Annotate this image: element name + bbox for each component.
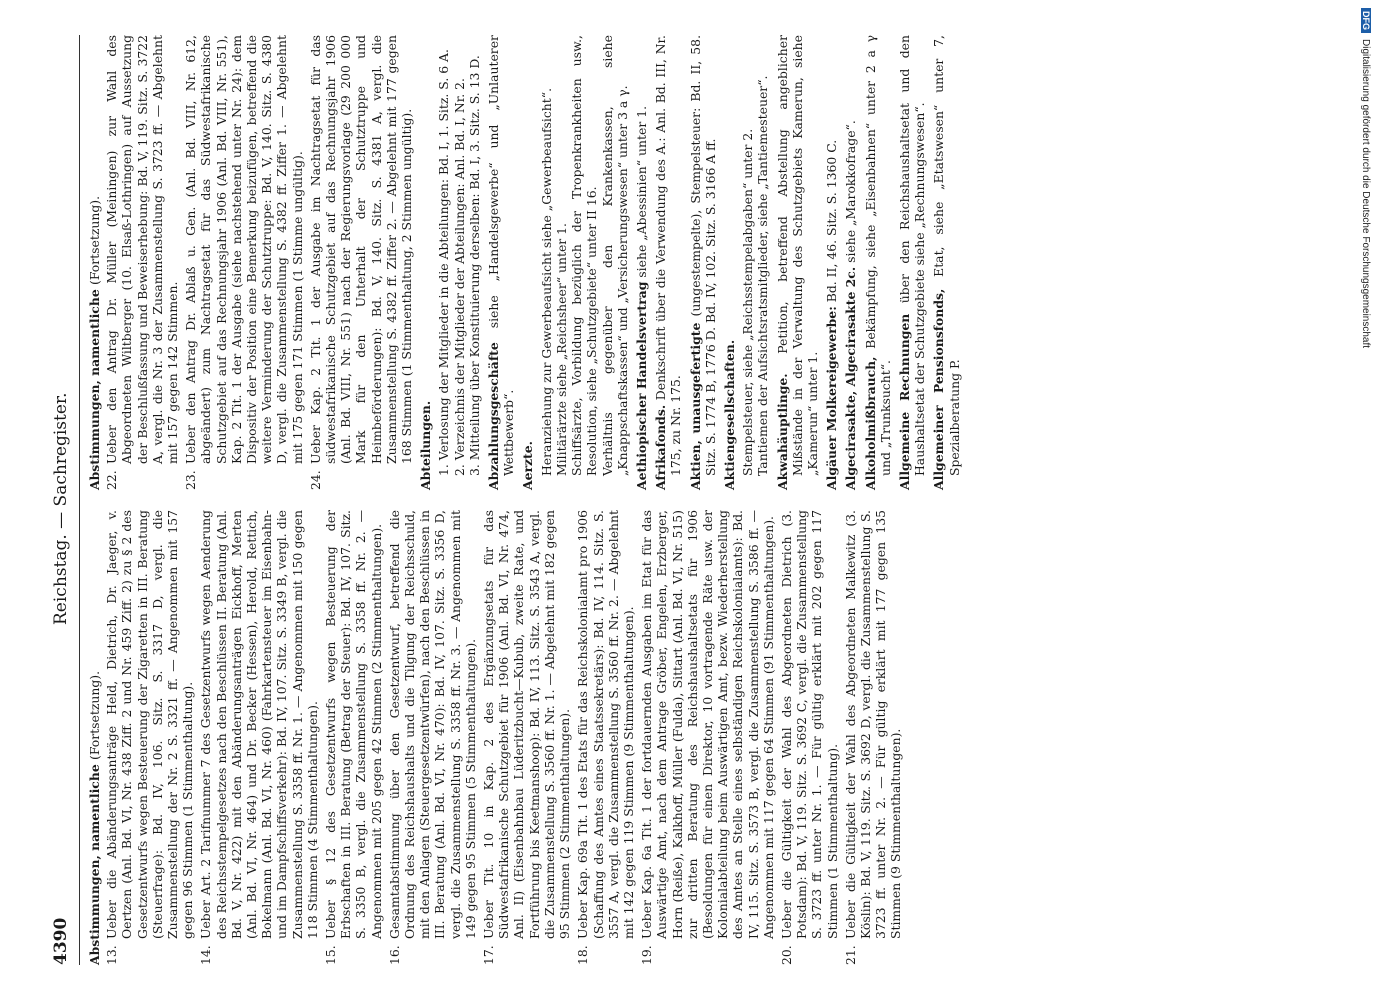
abteilungen-item: 3. Mitteilung über Konstituierung derselben: Bd. I, 3. Sitz. S. 13 D. <box>466 55 482 476</box>
abteilungen-title: Abteilungen. <box>418 400 434 490</box>
page-number: 4390 <box>51 917 71 965</box>
keyword-text: siehe „Abessinien“ unter 1. <box>633 105 649 278</box>
index-keyword <box>775 35 821 490</box>
vote-entry <box>104 35 180 490</box>
abteilungen-heading <box>418 35 433 490</box>
keyword-term: Abzahlungsgeschäfte <box>486 342 502 490</box>
entry-number: 21. <box>842 945 858 965</box>
index-keyword <box>931 35 961 490</box>
rotated-page <box>45 35 1325 965</box>
index-keyword <box>554 35 569 490</box>
keyword-text: Bekämpfung, siehe „Eisenbahnen“ unter 2 a γ und „Trunksucht“. <box>862 35 893 476</box>
entry-text: Ueber Kap. 6a Tit. 1 der fortdauernden Ausgaben im Etat für das Auswärtige Amt, nach dem Antrage Gröber, Engelen, Erzberger, Horn (Reiße), Kalkhoff, Müller (Fulda), Sittart (Anl. Bd. VI, Nr. 515) zur dritten Beratung des Reichshaushaltsetats für 1906 (Besoldungen für einen Direktor, 10 vortragende Räte usw. der Kolonialabteilung beim Auswärtigen Amt, bezw. Wiederherstellung des Amtes an Stelle eines selbständigen Reichskolonialamts): Bd. IV, 115. Sitz. S. 3573 B, vergl. die Zusammenstellung S. 3586 ff. — Angenommen mit 117 gegen 64 Stimmen (91 Stimmenthaltungen). <box>639 510 776 939</box>
entry-number: 20. <box>778 945 794 965</box>
entry-number: 23. <box>183 470 199 490</box>
keyword-term: Algecirasakte, Algecirasakte 2c. <box>843 266 859 490</box>
dfg-badge: DFG <box>1361 8 1371 33</box>
section-heading: Abstimmungen, namentliche (Fortsetzung). <box>87 195 102 490</box>
index-keyword <box>569 35 599 490</box>
entry-text: Ueber Tit. 10 in Kap. 2 des Ergänzungsetats für das Südwestafrikanische Schutzgebiet für 1906 (Anl. Bd. VI, Nr. 474, Anl. II) (Eisenbahnbau Lüderitzbucht—Kubub, zweite Rate, und Fortführung bis Keetmanshoop): Bd. IV, 113. Sitz. S. 3543 A, vergl. die Zusammenstellung S. 3560 ff. Nr. 1. — Abgelehnt mit 182 gegen 95 Stimmen (2 Stimmenthaltungen). <box>481 510 573 939</box>
keyword-text: Militärärzte siehe „Reichsheer“ unter 1. <box>553 223 569 476</box>
entry-text: Ueber Art. 2 Tarifnummer 7 des Gesetzentwurfs wegen Aenderung des Reichsstempelgesetzes nach den Beschlüssen II. Beratung (Anl. Bd. V, Nr. 422) mit den Abänderungsanträgen Eickhoff, Merten (Anl. Bd. VI, Nr. 464) und Dr. Becker (Hessen), Herold, Rettich, Bokelmann (Anl. Bd. VI, Nr. 460) (Fahrkartensteuer im Eisenbahn- und im Dampfschiffsverkehr): Bd. IV, 107. Sitz. S. 3349 B, vergl. die Zusammenstellung S. 3358 ff. Nr. 1. — Angenommen mit 150 gegen 118 Stimmen (4 Stimmenthaltungen). <box>198 510 320 939</box>
keyword-term: Allgemeiner Pensionsfonds, <box>931 288 947 490</box>
vote-entry <box>104 510 195 965</box>
entry-number: 15. <box>323 945 339 965</box>
entry-text: Ueber die Gültigkeit der Wahl des Abgeordneten Dietrich (3. Potsdam): Bd. V, 119. Sitz. S. 3692 C, vergl. die Zusammenstellung S. 3723 ff. unter Nr. 1. — Für gültig erklärt mit 202 gegen 117 Stimmen (1 Stimmenthaltung). <box>778 510 840 939</box>
vote-entry <box>779 510 840 965</box>
entry-text: Gesamtabstimmung über den Gesetzentwurf, betreffend die Ordnung des Reichshaushalts und die Tilgung der Reichsschuld, mit den Anlagen (Steuergesetzentwürfen), nach den Beschlüssen in III. Beratung (Anl. Bd. VI, Nr. 470): Bd. IV, 107. Sitz. S. 3356 D, vergl. die Zusammenstellung S. 3358 ff. Nr. 3. — Angenommen mit 149 gegen 95 Stimmen (5 Stimmenthaltungen). <box>386 510 478 939</box>
entry-text: Ueber § 12 des Gesetzentwurfs wegen Besteuerung der Erbschaften in III. Beratung (Betrag der Steuer): Bd. IV, 107. Sitz. S. 3350 B, vergl. die Zusammenstellung S. 3358 ff. Nr. 2. — Angenommen mit 205 gegen 42 Stimmen (2 Stimmenthaltungen). <box>323 510 384 939</box>
column-left <box>87 510 907 965</box>
abteilungen-item: 1. Verlosung der Mitglieder in die Abteilungen: Bd. I, 1. Sitz. S. 6 A. <box>436 49 452 476</box>
entry-number: 22. <box>104 470 120 490</box>
page-header <box>45 35 81 965</box>
entry-number: 16. <box>386 945 402 965</box>
entry-text: Ueber die Abänderungsanträge Held, Dietrich, Dr. Jaeger, v. Oertzen (Anl. Bd. VI, Nr. 438 Ziff. 2 und Nr. 459 Ziff. 2) zu § 2 des Gesetzentwurfs wegen Besteuerung der Zigaretten in III. Beratung (Steuerfrage): Bd. IV, 106. Sitz. S. 3317 D, vergl. die Zusammenstellung der Nr. 2 S. 3321 ff. — Angenommen mit 157 gegen 96 Stimmen (1 Stimmenthaltung). <box>104 510 196 939</box>
index-keyword <box>653 35 683 490</box>
entry-number: 13. <box>104 945 120 965</box>
vote-entry <box>308 35 414 490</box>
keyword-text: Tantiemen der Aufsichtsratsmitglieder, siehe „Tantiemesteuer“. <box>755 75 771 476</box>
keyword-text: Bd. II, 46. Sitz. S. 1360 C. <box>824 139 840 303</box>
entry-text: Ueber die Gültigkeit der Wahl des Abgeordneten Malkewitz (3. Köslin): Bd. V, 119. Sitz. S. 3692 D, vergl. die Zusammenstellung S. 3723 ff. unter Nr. 2. — Für gültig erklärt mit 177 gegen 135 Stimmen (9 Stimmenthaltungen). <box>842 510 904 939</box>
vote-entry <box>387 510 478 965</box>
vote-entry <box>575 510 636 965</box>
keyword-term: Aerzte. <box>520 441 536 490</box>
vote-entry <box>183 35 305 490</box>
index-keyword <box>722 35 737 490</box>
sidebar-text: Digitalisierung gefördert durch die Deutsche Forschungsgemeinschaft <box>1360 39 1371 349</box>
vote-entry <box>198 510 320 965</box>
index-keyword <box>824 35 839 490</box>
entry-number: 19. <box>639 945 655 965</box>
keyword-text: über den Reichshaushaltsetat und den Haushaltsetat der Schutzgebiete siehe „Rechnungswesen“. <box>896 35 928 476</box>
keyword-text: Schiffsärzte, Vorbildung bezüglich der Tropenkrankheiten usw., Resolution, siehe „Schutzgebiete“ unter II 16. <box>569 35 600 476</box>
entry-text: Ueber Kap. 69a Tit. 1 des Etats für das Reichskolonialamt pro 1906 (Schaffung des Amtes eines Staatssekretärs): Bd. IV, 114. Sitz. S. 3557 A, vergl. die Zusammenstellung S. 3560 ff. Nr. 2. — Abgelehnt mit 142 gegen 119 Stimmen (9 Stimmenthaltungen). <box>575 510 636 939</box>
dfg-sidebar <box>1359 8 1371 858</box>
keyword-text: Petition, betreffend Abstellung angeblicher Mißstände in der Verwaltung des Schutzgebiets Kamerun, siehe „Kamerun“ unter 1. <box>774 35 820 476</box>
index-keyword <box>863 35 893 490</box>
section-heading: Abstimmungen, namentliche (Fortsetzung). <box>87 670 102 965</box>
entry-number: 24. <box>307 470 323 490</box>
entry-number: 14. <box>198 945 214 965</box>
index-keyword <box>600 35 630 490</box>
keyword-term: Aethiopischer Handelsvertrag <box>633 281 649 490</box>
keyword-term: Aktiengesellschaften. <box>721 339 737 490</box>
keyword-text: Denkschrift über die Verwendung des A.: Anl. Bd. III, Nr. 175, zu Nr. 175. <box>653 35 684 476</box>
index-keyword <box>897 35 927 490</box>
index-keyword <box>843 35 858 490</box>
header-rule <box>79 35 80 965</box>
keyword-term: Alkoholmißbrauch, <box>862 356 878 490</box>
index-keyword <box>486 35 516 490</box>
vote-entry <box>639 510 776 965</box>
keyword-term: Afrikafonds. <box>653 404 669 490</box>
vote-entry <box>323 510 384 965</box>
vote-entry <box>481 510 572 965</box>
index-keyword <box>740 35 755 490</box>
column-right <box>87 35 965 490</box>
keyword-text: Verhältnis gegenüber den Krankenkassen, siehe „Knappschaftskassen“ und „Versicherungswesen“ unter 3 a γ. <box>599 35 630 476</box>
entry-text: Ueber den Antrag Dr. Ablaß u. Gen. (Anl. Bd. VIII, Nr. 612, abgeändert) zum Nachtragsetat für das Südwestafrikanische Schutzgebiet auf das Rechnungsjahr 1906 (Anl. Bd. VIII, Nr. 551), Kap. 2 Tit. 1 der Ausgabe (siehe nachstehend unter Nr. 24): dem Dispositiv der Position eine Bemerkung beizufügen, betreffend die weitere Verminderung der Schutztruppe: Bd. V, 140. Sitz. S. 4380 D, vergl. die Zusammenstellung S. 4382 ff. Ziffer 1. — Abgelehnt mit 175 gegen 171 Stimmen (1 Stimme ungültig). <box>183 35 305 464</box>
keyword-text: siehe „Handelsgewerbe“ und „Unlauterer Wettbewerb“. <box>486 35 517 476</box>
vote-entry <box>843 510 904 965</box>
running-title: Reichstag. — Sachregister. <box>51 392 71 625</box>
keyword-text: Stempelsteuer, siehe „Reichsstempelabgaben“ unter 2. <box>740 128 756 476</box>
entry-number: 17. <box>481 945 497 965</box>
abteilungen-item: 2. Verzeichnis der Mitglieder der Abteilungen: Anl. Bd. I, Nr. 2. <box>451 78 467 476</box>
keyword-term: Allgemeine Rechnungen <box>896 313 912 490</box>
entry-text: Ueber den Antrag Dr. Müller (Meiningen) zur Wahl des Abgeordneten Wiltberger (10. Elsaß-Lothringen) auf Aussetzung der Beschlußfassung und Beweiserhebung: Bd. V, 119. Sitz. S. 3722 A, vergl. die Nr. 3 der Zusammenstellung S. 3723 ff. — Abgelehnt mit 157 gegen 142 Stimmen. <box>104 35 181 464</box>
index-keyword <box>688 35 718 490</box>
keyword-text: Etat, siehe „Etatswesen“ unter 7, Spezialberatung P. <box>931 35 962 476</box>
index-keyword <box>520 35 535 490</box>
keyword-text: siehe „Marokkofrage“. <box>843 120 859 263</box>
index-keyword <box>634 35 649 490</box>
index-keyword <box>539 35 554 490</box>
index-keyword <box>755 35 770 490</box>
keyword-text: Heranziehung zur Gewerbeaufsicht siehe „Gewerbeaufsicht“. <box>538 87 554 476</box>
entry-number: 18. <box>575 945 591 965</box>
keyword-term: Aktien, unausgefertigte <box>687 322 703 490</box>
entry-text: Ueber Kap. 2 Tit. 1 der Ausgabe im Nachtragsetat für das südwestafrikanische Schutzgebiet auf das Rechnungsjahr 1906 (Anl. Bd. VIII, Nr. 551) nach der Regierungsvorlage (29 200 000 Mark für den Unterhalt der Schutztruppe und Heimbeförderungen): Bd. V, 140. Sitz. S. 4381 A, vergl. die Zusammenstellung S. 4382 ff. Ziffer 2. — Abgelehnt mit 177 gegen 168 Stimmen (1 Stimmenthaltung, 2 Stimmen ungültig). <box>307 35 415 464</box>
keyword-term: Akwahäuptlinge. <box>774 373 790 490</box>
keyword-term: Algäuer Molkereigewerbe: <box>824 306 840 490</box>
keyword-text: (ungestempelte), Stempelsteuer: Bd. II, 58. Sitz. S. 1774 B, 1776 D. Bd. IV, 102. Sitz. S. 3166 A ff. <box>687 34 718 476</box>
